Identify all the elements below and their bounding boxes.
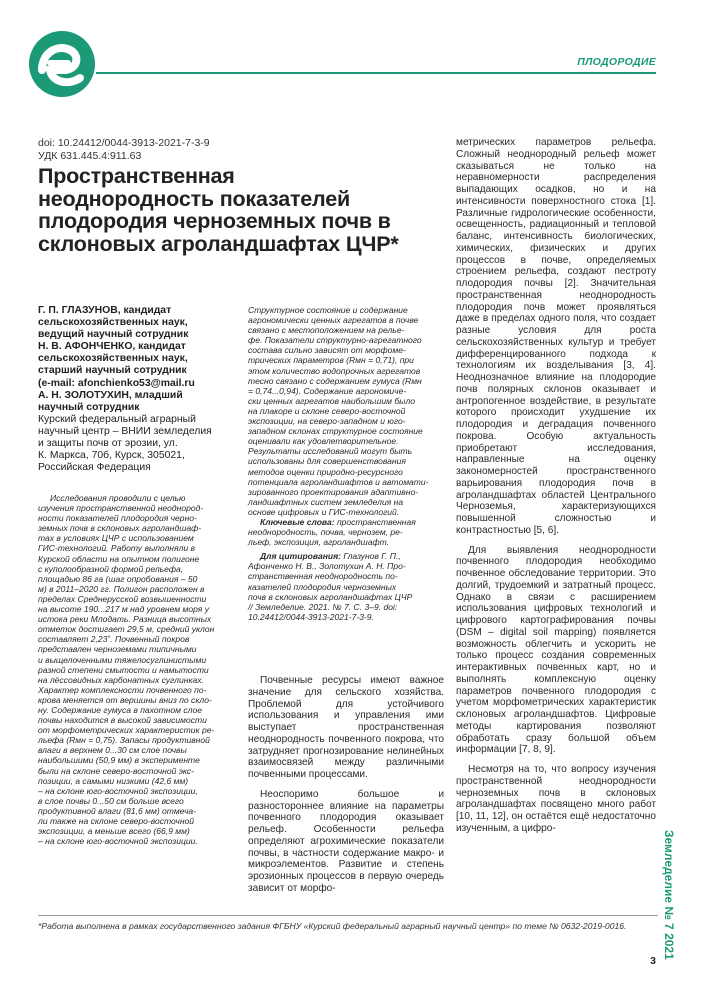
- abstract-line: использованы для совершенствования: [248, 456, 406, 467]
- abstract-line: экспозиции, на северо-западном и юго-: [248, 416, 406, 427]
- abstract-line: ГИС-технологий. Работу выполняли в: [38, 543, 195, 554]
- abstract-line: земных почв в склоновых агроландшаф-: [38, 523, 202, 534]
- abstract-line: льефа (Rмн = 0,75). Запасы продуктивной: [38, 735, 210, 746]
- udk: УДК 631.445.4:911.63: [38, 150, 142, 162]
- journal-e-logo-icon: [28, 30, 96, 98]
- abstract-line: фе. Показатели структурно-агрегатного: [248, 335, 422, 346]
- title-line: неоднородность показателей: [38, 186, 350, 211]
- author-line: Курский федеральный аграрный: [38, 413, 196, 425]
- abstract-line: почвы находится в высокой зависимости: [38, 715, 207, 726]
- abstract-line: западном склонах структурное состояние: [248, 426, 423, 437]
- abstract-line: трических параметров (Rмн = 0,71), при: [248, 355, 414, 366]
- abstract-line: представлен черноземами типичными: [38, 644, 197, 655]
- abstract-line: состава сильно зависят от морфоме-: [248, 345, 406, 356]
- citation-label: Для цитирования:: [260, 551, 341, 562]
- title-line: плодородия черноземных почв в: [38, 209, 391, 233]
- author-line: и защиты почв от эрозии, ул.: [38, 438, 178, 450]
- citation-line: 10.24412/0044-3913-2021-7-3-9.: [248, 611, 374, 622]
- abstract-line: Характер комплексности почвенного по-: [38, 684, 207, 695]
- abstract-line: м) в 2011–2020 гг. Полигон расположен в: [38, 583, 205, 594]
- author-line: сельскохозяйственных наук,: [38, 317, 188, 329]
- citation-line: // Земледелие. 2021. № 7. С. 3–9. doi:: [248, 601, 398, 612]
- abstract-mid: [248, 305, 444, 622]
- doi: doi: 10.24412/0044-3913-2021-7-3-9: [38, 137, 210, 149]
- abstract-line: тах в условиях ЦЧР с использованием: [38, 533, 194, 544]
- body-paragraph: метрических параметров рельефа. Сложный неоднородный рельеф может сказываться не только на неравномерности распределения выпадающих осадков, но и на интенсивности поверхностного стока [1]. Различные гидрологические особенности, освещенность, радиационный и тепловой баланс, интенсивность биологических, химических, физических и других процессов в почве, определяемых строением рельефа, создают пестроту плодородия почвы [2]. Значительная пространственная неоднородность плодородия почв может проявляться даже в пределах одного поля, что создает разные условия для роста сельскохозяйственных культур и требует дифференцированного подхода к технологиям их возделывания [3, 4]. Неоднозначное влияние на плодородие почв полярных склонов оказывает и антропогенное воздействие, в результате которого происходит ухудшение их плодородия и деградация почвенного покрова. Особую актуальность приобретают исследования, направленные на оценку закономерностей пространственного варьирования плодородия почв в агроландшафтах областей Центрального Черноземья, характеризующихся повышенной сложностью и контрастностью [5, 6].: [456, 137, 656, 536]
- body-paragraph: Неоспоримо большое и разностороннее влияние на параметры почвенного плодородия оказывает рельеф. Особенности рельефа определяют агрохимические показатели почвы, в частности содержание макро- и микроэлементов. Развитие и степень эрозионных процессов в первую очередь зависит от морфо-: [248, 788, 444, 894]
- author-line: старший научный сотрудник: [38, 365, 187, 377]
- body-paragraph: Несмотря на то, что вопросу изучения пространственной неоднородности черноземных почв в склоновых агроландшафтах посвящено много работ [10, 11, 12], он остаётся ещё недостаточно изученным, а цифро-: [456, 764, 656, 834]
- citation-line: странственная неоднородность по-: [248, 571, 398, 582]
- abstract-line: с куполообразной формой рельефа,: [38, 563, 184, 574]
- body-mid-column: [248, 675, 444, 895]
- abstract-line: этом количество водопрочных агрегатов: [248, 365, 421, 376]
- abstract-line: наибольшими (50,9 мм) в эксперименте: [38, 755, 200, 766]
- citation-line: почв в склоновых агроландшафтах ЦЧР: [248, 591, 413, 602]
- abstract-line: основе цифровых и ГИС-технологий.: [248, 506, 400, 517]
- abstract-line: ландшафтных систем земледелия на: [248, 496, 404, 507]
- citation-text: Глазунов Г. П.,: [343, 551, 401, 562]
- footnote: *Работа выполнена в рамках государственного задания ФГБНУ «Курский федеральный аграрный научный центр» по теме № 0632-2019-0016.: [38, 921, 627, 931]
- abstract-line: зированного проектирования адаптивно-: [248, 486, 419, 497]
- abstract-line: оценивали как удовлетворительное.: [248, 436, 399, 447]
- body-right-column: [456, 137, 656, 835]
- page-number: 3: [650, 955, 656, 967]
- abstract-line: влаги в верхнем 0...30 см слое почвы: [38, 745, 187, 756]
- author-line: К. Маркса, 70б, Курск, 305021,: [38, 450, 185, 462]
- abstract-line: Структурное состояние и содержание: [248, 305, 408, 315]
- keywords-line: неоднородность, почва, чернозем, ре-: [248, 527, 403, 538]
- author-line: Российская Федерация: [38, 462, 151, 474]
- author-line: ведущий научный сотрудник: [38, 329, 189, 341]
- keywords-line: [248, 517, 444, 527]
- title-line: склоновых агроландшафтах ЦЧР*: [38, 231, 399, 256]
- body-paragraph: Почвенные ресурсы имеют важное значение для сельского хозяйства. Проблемой для устойчивого использования и управления ими выступает пространственная неоднородность почвенного покрова, что затрудняет прогнозирование нелинейных взаимосвязей между различными почвенными процессами.: [248, 675, 444, 780]
- abstract-line: на лёссовидных карбонатных суглинках.: [38, 674, 204, 685]
- abstract-line: тесно связано с содержанием гумуса (Rмн: [248, 375, 422, 386]
- abstract-line: методов оценки природно-ресурсного: [248, 466, 403, 477]
- title-line: Пространственная: [38, 164, 235, 188]
- abstract-line: ли также на склоне северо-восточной: [38, 816, 195, 826]
- abstract-line: на высоте 190...217 м над уровнем моря у: [38, 604, 209, 615]
- abstract-line: в слое почвы 0...50 см больше всего: [38, 795, 184, 806]
- abstract-line: позиции, а самыми низкими (42,6 мм): [38, 775, 189, 786]
- author-line: Г. П. ГЛАЗУНОВ, кандидат: [38, 305, 172, 316]
- abstract-line: Результаты исследований могут быть: [248, 446, 413, 457]
- article-title: [38, 165, 443, 255]
- abstract-line: – на склоне юго-восточной экспозиции.: [38, 836, 198, 847]
- abstract-line: ски ценных агрегатов наибольшим было: [248, 395, 416, 406]
- citation-line: казателей плодородия черноземных: [248, 581, 397, 592]
- abstract-line: продуктивной влаги (81,6 мм) отмеча-: [38, 805, 196, 816]
- side-journal-label: Земледелие № 7 2021: [662, 830, 676, 960]
- authors-block: [38, 305, 238, 474]
- body-paragraph: Для выявления неоднородности почвенного плодородия необходимо почвенное обследование территории. Это долгий, трудоемкий и затратный процесс. Однако в связи с расширением использования цифровых технологий и цифрового картографирования почвы (DSM – digital soil mapping) появляется возможность облегчить и ускорить не только процесс создания современных интерактивных почвенных карт, но и выполнять комплексную оценку параметров почвенного плодородия с учетом морфометрических характеристик склоновых агроландшафтов. Цифровые методы картирования позволяют обработать сразу большой объем информации [7, 8, 9].: [456, 544, 656, 756]
- abstract-line: площадью 86 га (шаг опробования – 50: [38, 573, 198, 584]
- abstract-line: изучения пространственной неоднород-: [38, 503, 204, 514]
- abstract-line: истока реки Млодать. Разница высотных: [38, 614, 212, 625]
- abstract-line: агрономически ценных агрегатов в почве: [248, 315, 419, 326]
- abstract-line: потенциала агроландшафтов и автомати-: [248, 476, 429, 487]
- keywords-text: пространственная: [336, 516, 416, 527]
- abstract-line: – на склоне юго-восточной экспозиции,: [38, 785, 198, 796]
- author-line: Н. В. АФОНЧЕНКО, кандидат: [38, 341, 186, 353]
- abstract-line: Курской области на опытном полигоне: [38, 553, 200, 564]
- abstract-line: составляет 2,23˚. Почвенный покров: [38, 634, 190, 645]
- abstract-line: Исследования проводили с целью: [50, 493, 186, 503]
- abstract-line: разной степени смытости и намытости: [38, 664, 209, 675]
- section-label: ПЛОДОРОДИЕ: [577, 56, 656, 68]
- header-rule: [96, 72, 656, 74]
- abstract-left: [38, 493, 236, 846]
- keywords-line: льеф, экспозиция, агроландшафт.: [248, 537, 389, 548]
- abstract-line: связано с местоположением на релье-: [248, 325, 405, 336]
- author-line: А. Н. ЗОЛОТУХИН, младший: [38, 389, 183, 401]
- footnote-rule: [38, 915, 658, 916]
- abstract-line: крова меняется от вершины вниз по скло-: [38, 694, 212, 705]
- keywords-label: Ключевые слова:: [260, 516, 335, 527]
- abstract-line: на плакоре и склоне северо-восточной: [248, 405, 406, 416]
- abstract-line: ности показателей плодородия черно-: [38, 513, 197, 524]
- abstract-line: пределах Среднерусской возвышенности: [38, 593, 207, 604]
- author-line: сельскохозяйственных наук,: [38, 353, 188, 365]
- abstract-line: экспозиции, а меньше всего (66,9 мм): [38, 826, 190, 837]
- citation-line: Афонченко Н. В., Золотухин А. Н. Про-: [248, 561, 406, 572]
- abstract-line: были на склоне северо-восточной экс-: [38, 765, 194, 776]
- author-line: научный сотрудник: [38, 401, 140, 413]
- abstract-line: отметок достигает 29,5 м, средний уклон: [38, 624, 215, 635]
- abstract-line: и выщелоченными тяжелосуглинистыми: [38, 654, 207, 665]
- abstract-line: = 0,74...0,94). Содержание агрономиче-: [248, 385, 407, 396]
- author-line: (e-mail: afonchienko53@mail.ru: [38, 377, 195, 389]
- author-line: научный центр – ВНИИ земледелия: [38, 425, 212, 437]
- abstract-line: от морфометрических характеристик ре-: [38, 725, 215, 736]
- citation-line: [248, 551, 444, 561]
- abstract-line: ну. Содержание гумуса в пахотном слое: [38, 704, 202, 715]
